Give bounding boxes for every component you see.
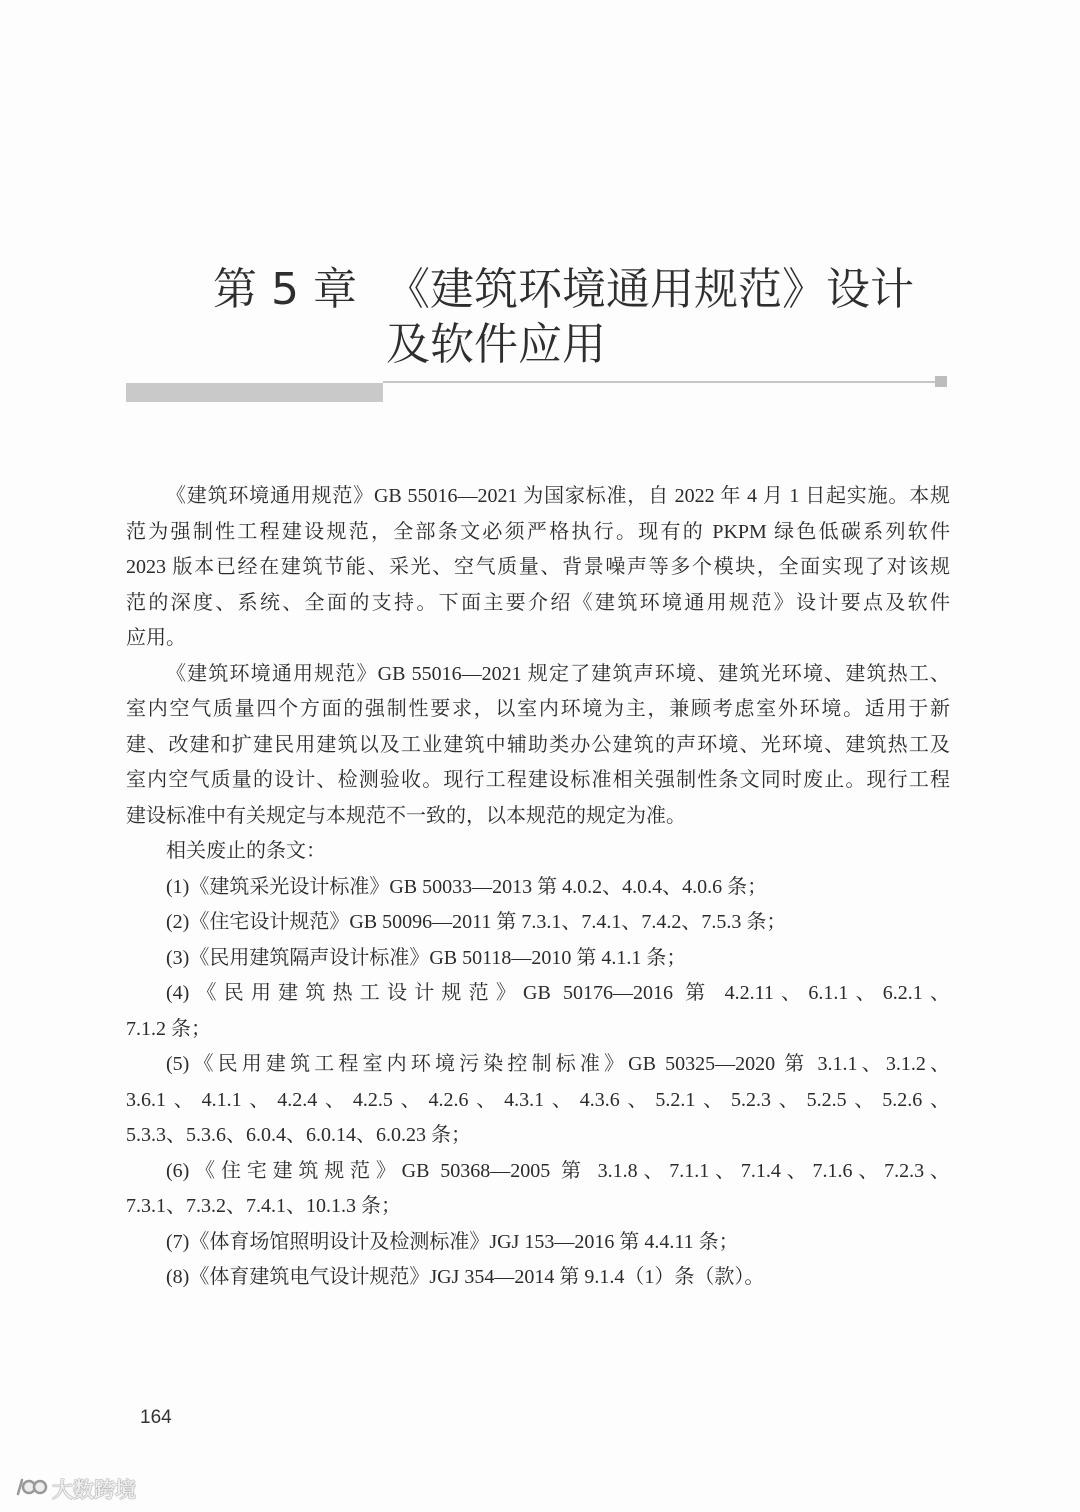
text-line: 范的深度、系统、全面的支持。下面主要介绍《建筑环境通用规范》设计要点及软件	[126, 591, 950, 614]
watermark-logo-icon	[14, 1474, 48, 1505]
text-line: 室内空气质量四个方面的强制性要求，以室内环境为主，兼顾考虑室外环境。适用于新	[126, 698, 950, 720]
text-line: 应用。	[126, 627, 186, 649]
chapter-title-line: 《建筑环境通用规范》设计	[386, 264, 914, 315]
abolished-heading: 相关废止的条文：	[166, 840, 326, 862]
text-line: 范为强制性工程建设规范，全部条文必须严格执行。现有的 PKPM 绿色低碳系列软件	[126, 520, 950, 543]
chapter-title-line: 及软件应用	[386, 319, 606, 370]
text-line: 5.3.3、5.3.6、6.0.4、6.0.14、6.0.23 条；	[126, 1124, 471, 1146]
text-line: 建、改建和扩建民用建筑以及工业建筑中辅助类办公建筑的声环境、光环境、建筑热工及	[126, 733, 950, 756]
text-line: (3)《民用建筑隔声设计标准》GB 50118—2010 第 4.1.1 条；	[166, 946, 687, 969]
text-line: 《建筑环境通用规范》GB 55016—2021 为国家标准，自 2022 年 4 月 1 日起实施。本规	[166, 485, 950, 507]
text-line: 《建筑环境通用规范》GB 55016—2021 规定了建筑声环境、建筑光环境、建筑热工、	[166, 662, 950, 685]
body-text	[126, 479, 950, 1296]
watermark-text: 大数跨境	[52, 1478, 136, 1502]
text-line: (8)《体育建筑电气设计规范》JGJ 354—2014 第 9.1.4（1）条（款）。	[166, 1266, 765, 1288]
text-line: 室内空气质量的设计、检测验收。现行工程建设标准相关强制性条文同时废止。现行工程	[126, 769, 950, 791]
text-line: (7)《体育场馆照明设计及检测标准》JGJ 153—2016 第 4.4.11 条；	[166, 1230, 739, 1253]
text-line: (1)《建筑采光设计标准》GB 50033—2013 第 4.0.2、4.0.4、4.0.6 条；	[166, 875, 768, 898]
text-line: 3.6.1、4.1.1、4.2.4、4.2.5、4.2.6、4.3.1、4.3.6、5.2.1、5.2.3、5.2.5、5.2.6、	[126, 1088, 950, 1111]
intro-paragraph	[126, 479, 950, 657]
list-item	[126, 870, 950, 906]
list-item	[126, 905, 950, 941]
text-line: (5)《民用建筑工程室内环境污染控制标准》GB 50325—2020 第 3.1.1、3.1.2、	[166, 1053, 950, 1075]
text-line: 7.1.2 条；	[126, 1017, 211, 1040]
text-line: 7.3.1、7.3.2、7.4.1、10.1.3 条；	[126, 1195, 401, 1217]
scope-paragraph	[126, 657, 950, 835]
abolished-list	[126, 870, 950, 1296]
heading-rule-line	[383, 381, 935, 383]
list-item	[126, 976, 950, 1047]
page-number: 164	[140, 1407, 172, 1428]
text-line: (6)《住宅建筑规范》GB 50368—2005 第 3.1.8、7.1.1、7.1.4、7.1.6、7.2.3、	[166, 1159, 950, 1182]
text-line: 建设标准中有关规定与本规范不一致的，以本规范的规定为准。	[126, 804, 686, 827]
list-item	[126, 1047, 950, 1154]
heading-rule-bar	[126, 383, 383, 402]
text-line: (4)《民用建筑热工设计规范》GB 50176—2016 第 4.2.11、6.1.1、6.2.1、	[166, 982, 950, 1004]
list-item	[126, 1154, 950, 1225]
chapter-label: 第 5 章	[213, 264, 357, 315]
list-item	[126, 1225, 950, 1261]
list-item	[126, 941, 950, 977]
chapter-title	[386, 262, 914, 372]
heading-rule-square	[935, 376, 947, 387]
watermark	[14, 1474, 136, 1504]
list-item	[126, 1260, 950, 1296]
text-line: (2)《住宅设计规范》GB 50096—2011 第 7.3.1、7.4.1、7.4.2、7.5.3 条；	[166, 911, 787, 933]
text-line: 2023 版本已经在建筑节能、采光、空气质量、背景噪声等多个模块，全面实现了对该规	[126, 556, 950, 578]
